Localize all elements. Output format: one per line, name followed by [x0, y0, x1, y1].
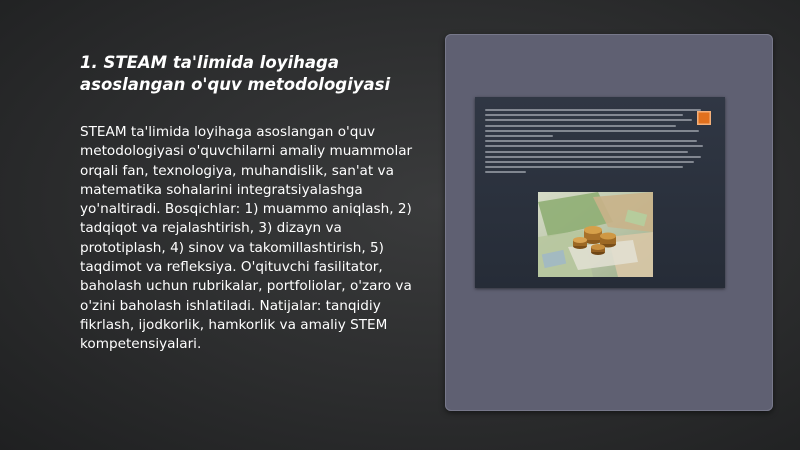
image-panel	[445, 34, 773, 411]
orange-accent-icon	[697, 111, 711, 125]
slide-body-text: STEAM ta'limida loyihaga asoslangan o'quv metodologiyasi o'quvchilarni amaliy muammolar orqali fan, texnologiya, muhandislik, san'at va matematika sohalarini integratsiyalashga yo'naltiradi. Bosqichlar: 1) muammo aniqlash, 2) tadqiqot va rejalashtirish, 3) dizayn va prototiplash, 4) sinov va takomillashtirish, 5) taqdimot va refleksiya. O'qituvchi fasilitator, baholash uchun rubrikalar, portfoliolar, o'zaro va o'zini baholash ishlatiladi. Natijalar: tanqidiy fikrlash, ijodkorlik, hamkorlik va amaliy STEM kompetensiyalari.	[80, 124, 413, 353]
slide-thumbnail	[475, 97, 725, 288]
thumbnail-text-lines	[485, 109, 710, 176]
money-coins-image	[538, 192, 653, 277]
slide-title: 1. STEAM ta'limida loyihaga asoslangan o'quv metodologiyasi	[80, 53, 391, 94]
